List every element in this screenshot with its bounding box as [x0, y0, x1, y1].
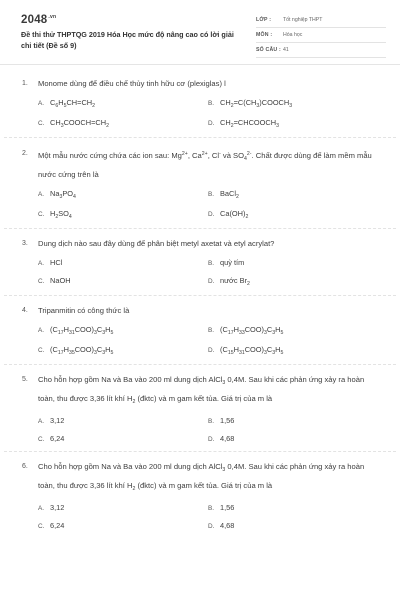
option-letter: B.	[208, 191, 215, 198]
option-text: $(C_{17}H_{31}COO)_3C_3H_5$	[50, 325, 114, 336]
answer-option[interactable]	[38, 98, 208, 109]
question-number: 1.	[22, 80, 28, 87]
answer-options	[22, 98, 380, 129]
option-letter: A.	[38, 100, 45, 107]
option-text: 1,56	[220, 503, 235, 512]
question-item	[0, 365, 400, 451]
question-number: 6.	[22, 463, 28, 470]
option-letter: B.	[208, 260, 215, 267]
question-text: Một mẫu nước cứng chứa các ion sau: $Mg^{2+}$, $Ca^{2+}$, Cl- và $SO_4^{2-}$. Chất được dùng để làm mềm mẫu nước cứng trên là	[38, 151, 372, 179]
answer-option[interactable]	[208, 189, 378, 200]
question-list	[0, 66, 400, 536]
option-text: 4,68	[220, 434, 235, 443]
answer-option[interactable]	[38, 325, 208, 336]
option-text: $CH_2=CHCOOCH_3$	[220, 118, 279, 129]
question-text: Cho hỗn hợp gồm Na và Ba vào 200 ml dung dịch AlCl$_3$ 0,4M. Sau khi các phản ứng xảy ra hoàn toàn, thu được 3,36 lít khí $H_2$ (đktc) và m gam kết tủa. Giá trị của m là	[38, 462, 365, 492]
option-letter: B.	[208, 505, 215, 512]
document-title: Đề thi thử THPTQG 2019 Hóa Học mức độ nâng cao có lời giải chi tiết (Đề số 9)	[21, 30, 234, 50]
answer-option[interactable]	[208, 416, 378, 425]
question-stem	[22, 303, 380, 319]
logo-text: 2048	[21, 14, 48, 26]
option-text: NaOH	[50, 276, 71, 285]
answer-option[interactable]	[38, 503, 208, 512]
page-header	[0, 0, 400, 63]
option-text: quỳ tím	[220, 258, 245, 267]
answer-option[interactable]	[208, 434, 378, 443]
option-letter: A.	[38, 191, 45, 198]
option-text: $(C_{17}H_{35}COO)_3C_3H_5$	[50, 345, 114, 356]
question-number: 4.	[22, 307, 28, 314]
answer-option[interactable]	[38, 416, 208, 425]
option-letter: C.	[38, 278, 45, 285]
option-letter: A.	[38, 505, 45, 512]
meta-row-count	[256, 44, 386, 59]
meta-row-class	[256, 14, 386, 29]
meta-value: Hóa học	[283, 32, 303, 38]
question-stem	[22, 76, 380, 92]
logo-suffix: .vn	[48, 14, 57, 21]
meta-label: SỐ CÂU :	[256, 47, 281, 53]
meta-label: LỚP :	[256, 17, 272, 23]
answer-option[interactable]	[208, 503, 378, 512]
question-text: Dung dịch nào sau đây dùng để phân biệt metyl axetat và etyl acrylat?	[38, 239, 275, 248]
option-text: 1,56	[220, 416, 235, 425]
option-text: 4,68	[220, 521, 235, 530]
option-text: 6,24	[50, 434, 65, 443]
answer-option[interactable]	[38, 118, 208, 129]
question-number: 2.	[22, 150, 28, 157]
meta-value: Tốt nghiệp THPT	[283, 17, 323, 23]
question-stem	[22, 372, 380, 410]
question-item	[0, 66, 400, 137]
answer-option[interactable]	[38, 276, 208, 287]
question-stem	[22, 146, 380, 183]
question-text: Tripanmitin có công thức là	[38, 306, 130, 315]
meta-row-subject	[256, 29, 386, 44]
question-number: 3.	[22, 240, 28, 247]
option-letter: A.	[38, 418, 45, 425]
option-letter: C.	[38, 523, 45, 530]
answer-options	[22, 189, 380, 220]
option-text: $(C_{17}H_{33}COO)_3C_3H_5$	[220, 325, 284, 336]
question-stem	[22, 459, 380, 497]
question-item	[0, 138, 400, 228]
option-text: $Ca(OH)_2$	[220, 209, 249, 220]
answer-options	[22, 416, 380, 443]
option-letter: C.	[38, 211, 45, 218]
answer-option[interactable]	[208, 521, 378, 530]
site-logo[interactable]	[21, 14, 56, 26]
option-text: 3,12	[50, 416, 65, 425]
answer-option[interactable]	[38, 345, 208, 356]
option-letter: D.	[208, 436, 215, 443]
question-text: Cho hỗn hợp gồm Na và Ba vào 200 ml dung dịch AlCl$_3$ 0,4M. Sau khi các phản ứng xảy ra hoàn toàn, thu được 3,36 lít khí $H_2$ (đktc) và m gam kết tủa. Giá trị của m là	[38, 375, 365, 405]
option-letter: A.	[38, 260, 45, 267]
option-text: $H_2SO_4$	[50, 209, 72, 220]
header-divider	[0, 64, 400, 65]
answer-option[interactable]	[38, 521, 208, 530]
option-text: 3,12	[50, 503, 65, 512]
option-text: $Na_3PO_4$	[50, 189, 76, 200]
option-text: HCl	[50, 258, 63, 267]
option-letter: A.	[38, 327, 45, 334]
document-meta	[256, 14, 386, 59]
answer-option[interactable]	[38, 434, 208, 443]
question-item	[0, 229, 400, 295]
option-text: $C_6H_5CH=CH_2$	[50, 98, 96, 109]
answer-options	[22, 258, 380, 287]
option-letter: D.	[208, 278, 215, 285]
option-text: nước $Br_2$	[220, 276, 250, 287]
answer-options	[22, 503, 380, 530]
question-number: 5.	[22, 376, 28, 383]
option-text: $(C_{15}H_{31}COO)_3C_3H_5$	[220, 345, 284, 356]
question-text: Monome dùng để điều chế thủy tinh hữu cơ (plexiglas) l	[38, 79, 226, 88]
meta-label: MÔN :	[256, 32, 273, 38]
answer-option[interactable]	[208, 325, 378, 336]
option-letter: B.	[208, 418, 215, 425]
question-stem	[22, 236, 380, 252]
answer-option[interactable]	[208, 209, 378, 220]
answer-option[interactable]	[38, 209, 208, 220]
meta-value: 41	[283, 47, 289, 53]
option-letter: B.	[208, 327, 215, 334]
answer-option[interactable]	[208, 258, 378, 267]
answer-options	[22, 325, 380, 356]
question-item	[0, 452, 400, 536]
option-letter: C.	[38, 120, 45, 127]
option-text: BaCl$_2$	[220, 189, 239, 200]
option-letter: D.	[208, 523, 215, 530]
answer-option[interactable]	[208, 98, 378, 109]
option-letter: B.	[208, 100, 215, 107]
answer-option[interactable]	[208, 276, 378, 287]
option-letter: C.	[38, 347, 45, 354]
option-letter: D.	[208, 120, 215, 127]
answer-option[interactable]	[208, 345, 378, 356]
answer-option[interactable]	[38, 258, 208, 267]
answer-option[interactable]	[38, 189, 208, 200]
option-letter: D.	[208, 211, 215, 218]
answer-option[interactable]	[208, 118, 378, 129]
question-item	[0, 296, 400, 364]
option-text: 6,24	[50, 521, 65, 530]
option-letter: C.	[38, 436, 45, 443]
option-text: $CH_2=C(CH_3)COOCH_3$	[220, 98, 293, 109]
option-letter: D.	[208, 347, 215, 354]
option-text: $CH_3COOCH=CH_2$	[50, 118, 109, 129]
